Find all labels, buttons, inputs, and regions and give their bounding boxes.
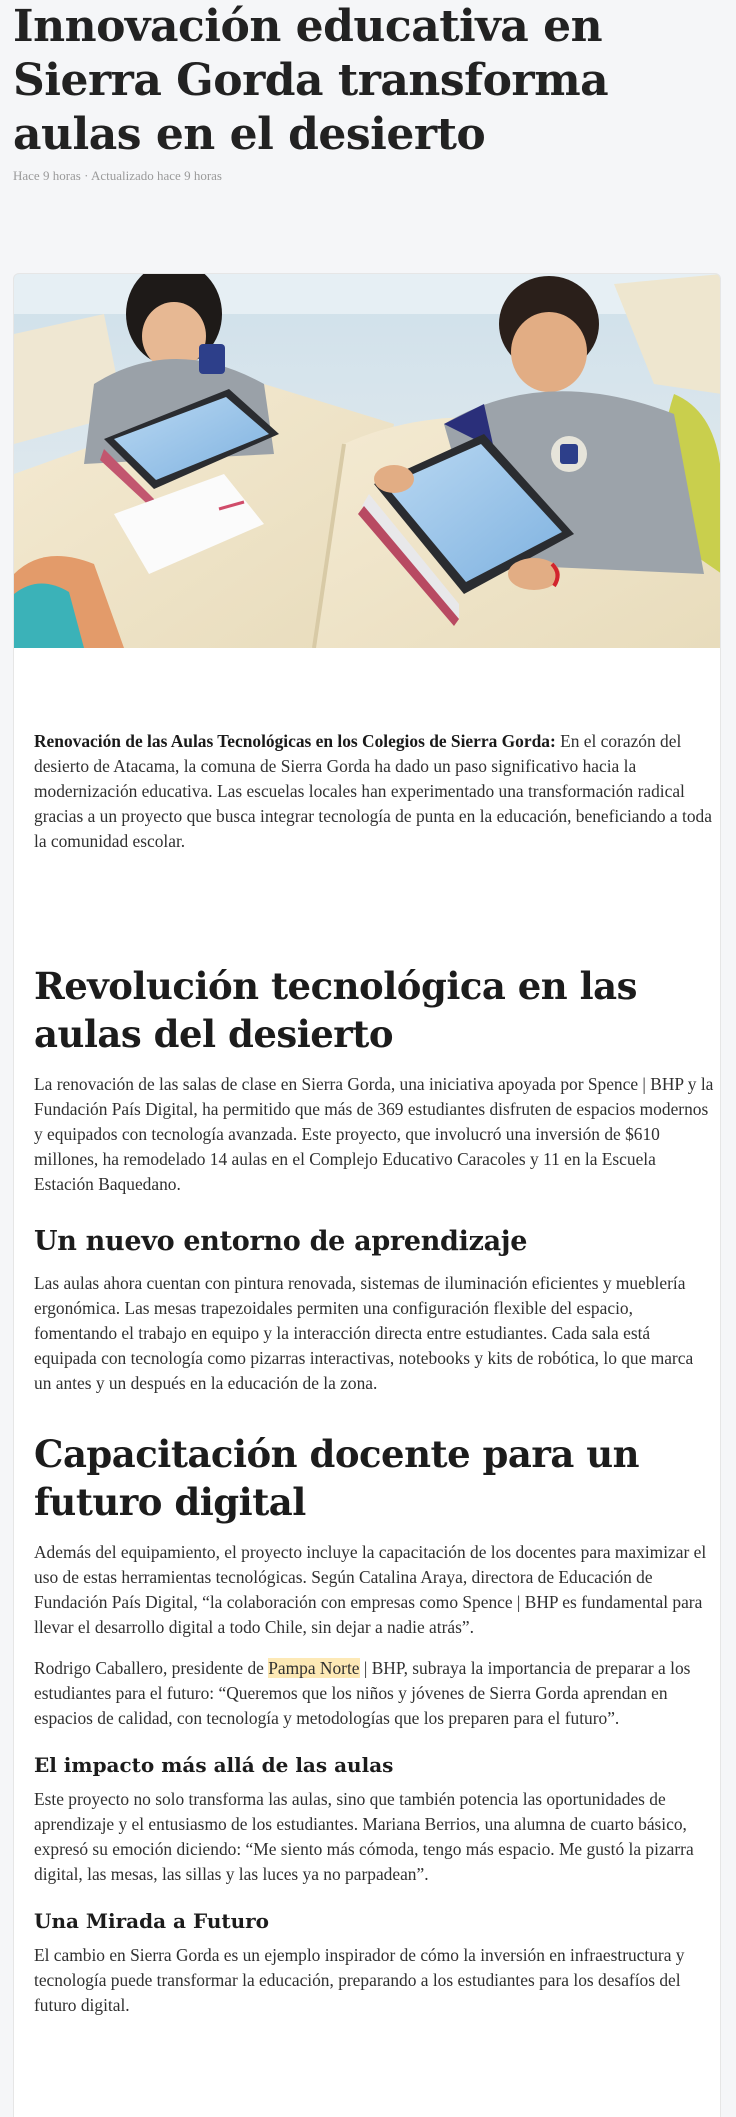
section-paragraph — [34, 1656, 714, 1731]
article-card — [13, 273, 721, 2117]
subsection-heading: El impacto más allá de las aulas — [34, 1753, 394, 1777]
article-header — [13, 0, 723, 184]
quote-intro: Rodrigo Caballero, presidente de — [34, 1658, 269, 1678]
section-paragraph: Además del equipamiento, el proyecto incluye la capacitación de los docentes para maximizar el uso de estas herramientas tecnológicas. Según Catalina Araya, directora de Educación de Fundación País Digital, “la colaboración con empresas como Spence | BHP es fundamental para llevar el desarrollo digital a todo Chile, sin dejar a nadie atrás”. — [34, 1542, 707, 1637]
article-title: Innovación educativa en Sierra Gorda transforma aulas en el desierto — [13, 1, 609, 160]
subsection-heading: Una Mirada a Futuro — [34, 1909, 270, 1933]
article-body — [34, 729, 714, 2018]
intro-paragraph — [34, 729, 714, 854]
section-heading: Capacitación docente para un futuro digital — [34, 1432, 639, 1524]
section-paragraph: Las aulas ahora cuentan con pintura renovada, sistemas de iluminación eficientes y mueblería ergonómica. Las mesas trapezoidales permiten una configuración flexible del espacio, fomentando el trabajo en equipo y la interacción directa entre estudiantes. Cada sala está equipada con tecnología como pizarras interactivas, notebooks y kits de robótica, lo que marca un antes y un después en la educación de la zona. — [34, 1273, 694, 1393]
article-timestamp: Hace 9 horas · Actualizado hace 9 horas — [13, 168, 222, 183]
subsection-heading: Un nuevo entorno de aprendizaje — [34, 1226, 528, 1257]
section-paragraph: La renovación de las salas de clase en Sierra Gorda, una iniciativa apoyada por Spence | BHP y la Fundación País Digital, ha permitido que más de 369 estudiantes disfruten de espacios modernos y equipados con tecnología avanzada. Este proyecto, que involucró una inversión de $610 millones, ha remodelado 14 aulas en el Complejo Educativo Caracoles y 11 en la Escuela Estación Baquedano. — [34, 1074, 714, 1194]
section-paragraph: Este proyecto no solo transforma las aulas, sino que también potencia las oportunidades de aprendizaje y el entusiasmo de los estudiantes. Mariana Berrios, una alumna de cuarto básico, expresó su emoción diciendo: “Me siento más cómoda, tengo más espacio. Me gustó la pizarra digital, las mesas, las sillas y las luces ya no parpadean”. — [34, 1789, 694, 1884]
hero-image — [14, 274, 721, 648]
highlighted-term: Pampa Norte — [268, 1658, 360, 1678]
hero-illustration — [14, 274, 721, 648]
intro-text: En el corazón del desierto de Atacama, la comuna de Sierra Gorda ha dado un paso significativo hacia la modernización educativa. Las escuelas locales han experimentado una transformación radical gracias a un proyecto que busca integrar tecnología de punta en la educación, beneficiando a toda la comunidad escolar. — [34, 731, 712, 851]
intro-lead: Renovación de las Aulas Tecnológicas en los Colegios de Sierra Gorda: — [34, 731, 556, 751]
section-heading: Revolución tecnológica en las aulas del desierto — [34, 964, 637, 1056]
quote-text: | BHP, subraya la importancia de preparar a los estudiantes para el futuro: “Queremos que los niños y jóvenes de Sierra Gorda aprendan en espacios de calidad, con tecnología y metodologías que los preparen para el futuro”. — [34, 1658, 691, 1728]
section-paragraph: El cambio en Sierra Gorda es un ejemplo inspirador de cómo la inversión en infraestructura y tecnología puede transformar la educación, preparando a los estudiantes para los desafíos del futuro digital. — [34, 1945, 685, 2015]
